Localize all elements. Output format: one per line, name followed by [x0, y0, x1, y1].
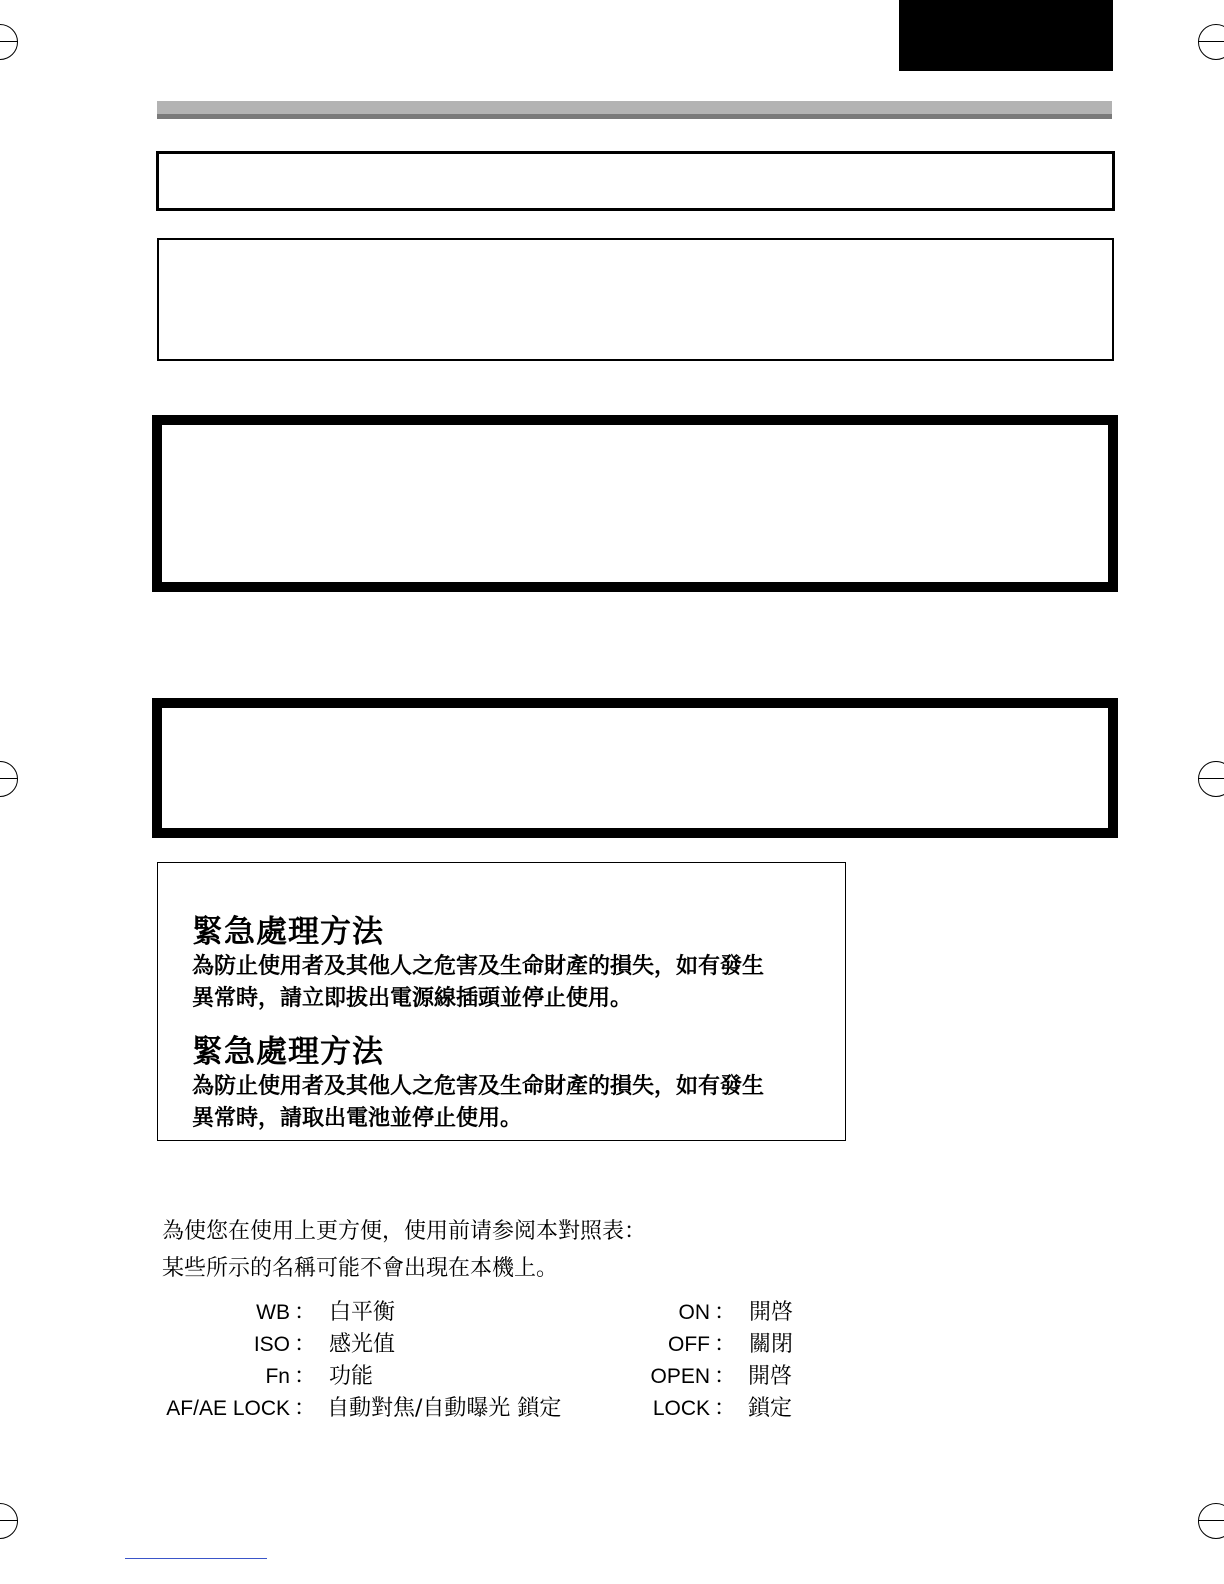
- registration-mark-icon: [0, 1503, 18, 1539]
- glossary-colon: ：: [294, 1300, 317, 1325]
- emergency-block-battery: [192, 1033, 832, 1135]
- emergency-text-line: 為防止使用者及其他人之危害及生命財產的損失，如有發生: [192, 1074, 765, 1099]
- glossary-definition: 感光值: [329, 1332, 396, 1357]
- glossary-definition: 自動對焦/自動曝光 鎖定: [327, 1396, 562, 1421]
- header-rule-shadow: [157, 114, 1112, 119]
- glossary-definition: 鎖定: [748, 1396, 793, 1421]
- glossary-term: ON: [678, 1301, 710, 1324]
- glossary-term: ISO: [253, 1333, 290, 1356]
- intro-line: 為使您在使用上更方便，使用前请参阅本對照表：: [162, 1219, 647, 1244]
- glossary-colon: ：: [714, 1364, 737, 1389]
- glossary-colon: ：: [294, 1396, 317, 1421]
- registration-mark-icon: [1198, 761, 1224, 797]
- registration-mark-icon: [0, 761, 18, 797]
- page-corner-tab: [899, 0, 1113, 71]
- glossary-definition: 開啓: [748, 1364, 793, 1389]
- glossary-term: LOCK: [652, 1397, 710, 1420]
- emergency-title: 緊急處理方法: [192, 914, 384, 950]
- glossary-colon: ：: [714, 1332, 737, 1357]
- emergency-block-power: [192, 913, 832, 1015]
- emergency-text-line: 異常時，請取出電池並停止使用。: [192, 1106, 523, 1131]
- emergency-procedure-box: [157, 862, 846, 1141]
- glossary-colon: ：: [714, 1300, 737, 1325]
- emergency-text-line: 異常時，請立即拔出電源線插頭並停止使用。: [192, 986, 633, 1011]
- glossary-colon: ：: [714, 1396, 737, 1421]
- intro-line: 某些所示的名稱可能不會出現在本機上。: [162, 1256, 559, 1281]
- emergency-title: 緊急處理方法: [192, 1034, 384, 1070]
- registration-mark-icon: [1198, 24, 1224, 60]
- glossary-definition: 白平衡: [329, 1300, 396, 1325]
- warning-frame-2: [152, 698, 1118, 838]
- header-rule: [157, 101, 1112, 114]
- glossary-colon: ：: [294, 1364, 317, 1389]
- registration-mark-icon: [0, 24, 18, 60]
- glossary-definition: 功能: [329, 1364, 374, 1389]
- glossary-term: WB: [256, 1301, 290, 1324]
- empty-frame-2: [157, 238, 1114, 361]
- glossary-term: OFF: [668, 1333, 710, 1356]
- registration-mark-icon: [1198, 1503, 1224, 1539]
- footer-rule: [125, 1558, 267, 1559]
- glossary-term: AF/AE LOCK: [166, 1397, 290, 1420]
- emergency-text-line: 為防止使用者及其他人之危害及生命財產的損失，如有發生: [192, 954, 765, 979]
- glossary-colon: ：: [294, 1332, 317, 1357]
- glossary-definition: 關閉: [749, 1332, 794, 1357]
- glossary-term: Fn: [265, 1365, 290, 1388]
- glossary-definition: 開啓: [749, 1300, 794, 1325]
- glossary-term: OPEN: [650, 1365, 710, 1388]
- empty-frame-1: [156, 151, 1115, 211]
- warning-frame-1: [152, 415, 1118, 592]
